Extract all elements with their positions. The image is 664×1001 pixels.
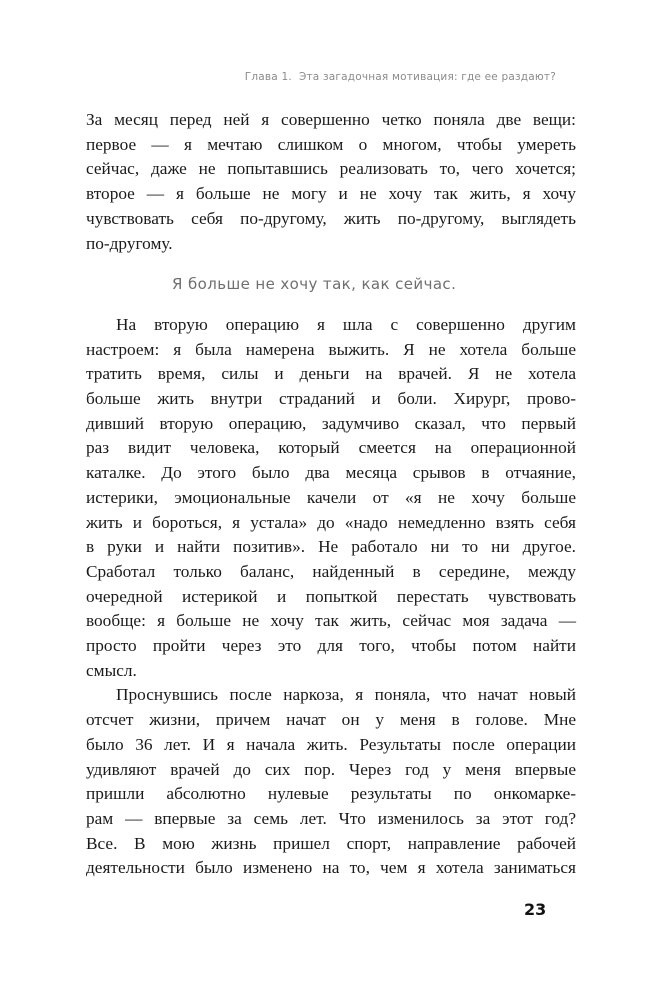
text-line: Сработал только баланс, найденный в середине, между xyxy=(86,561,576,581)
text-line: Все. В мою жизнь пришел спорт, направление рабочей xyxy=(86,833,576,853)
paragraph xyxy=(86,313,576,684)
text-line: удивляют врачей до сих пор. Через год у меня впервые xyxy=(86,759,576,779)
pull-quote: Я больше не хочу так, как сейчас. xyxy=(172,275,457,294)
text-line: очередной истерикой и попыткой перестать чувствовать xyxy=(86,586,576,606)
text-line: дивший вторую операцию, задумчиво сказал, что первый xyxy=(86,413,576,433)
text-line: каталке. До этого было два месяца срывов в отчаяние, xyxy=(86,463,576,483)
text-line: отсчет жизни, причем начат он у меня в голове. Мне xyxy=(86,710,576,730)
text-line: вообще: я больше не хочу так жить, сейчас моя задача — xyxy=(86,611,576,631)
text-line: просто пройти через это для того, чтобы потом найти xyxy=(86,636,576,656)
text-line: деятельности было изменено на то, чем я хотела заниматься xyxy=(86,858,576,878)
running-head: Глава 1. Эта загадочная мотивация: где ее раздают? xyxy=(244,71,556,83)
text-line: тратить время, силы и деньги на врачей. Я не хотела xyxy=(86,364,576,384)
text-line: рам — впервые за семь лет. Что изменилось за этот год? xyxy=(86,808,576,828)
text-line: второе — я больше не могу и не хочу так жить, я хочу xyxy=(86,184,576,204)
text-line: чувствовать себя по-другому, жить по-другому, выглядеть xyxy=(86,208,576,228)
text-line: в руки и найти позитив». Не работало ни то ни другое. xyxy=(86,537,576,557)
text-line: пришли абсолютно нулевые результаты по онкомарке- xyxy=(86,784,576,804)
text-line: истерики, эмоциональные качели от «я не хочу больше xyxy=(86,487,576,507)
page-body xyxy=(86,108,576,881)
text-line: сейчас, даже не попытавшись реализовать то, чего хочется; xyxy=(86,159,576,179)
text-line: смысл. xyxy=(86,660,137,680)
page-number: 23 xyxy=(524,900,547,919)
text-line: На вторую операцию я шла с совершенно другим xyxy=(116,314,576,334)
text-line: За месяц перед ней я совершенно четко поняла две вещи: xyxy=(86,110,576,129)
text-line: больше жить внутри страданий и боли. Хирург, прово- xyxy=(86,389,576,409)
paragraph xyxy=(86,108,576,256)
paragraph xyxy=(86,683,576,881)
text-line: жить и бороться, я устала» до «надо немедленно взять себя xyxy=(86,512,576,532)
text-line: первое — я мечтаю слишком о многом, чтобы умереть xyxy=(86,134,576,154)
text-line: настроем: я была намерена выжить. Я не хотела больше xyxy=(86,339,576,359)
text-line: раз видит человека, который смеется на операционной xyxy=(86,438,576,458)
text-line: Проснувшись после наркоза, я поняла, что начат новый xyxy=(116,685,576,705)
text-line: было 36 лет. И я начала жить. Результаты после операции xyxy=(86,734,576,754)
text-line: по-другому. xyxy=(86,233,173,253)
